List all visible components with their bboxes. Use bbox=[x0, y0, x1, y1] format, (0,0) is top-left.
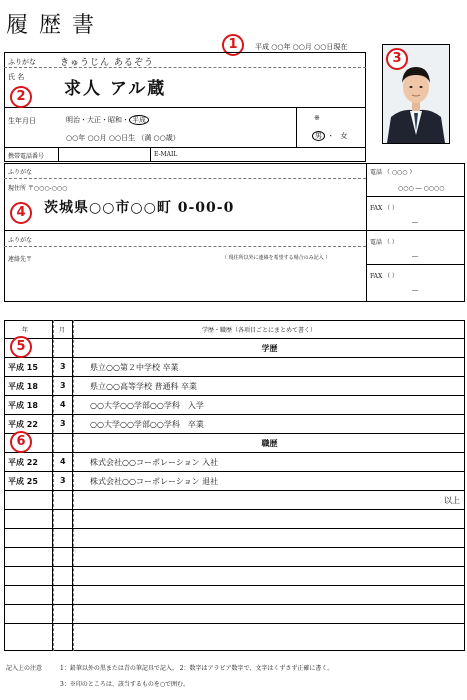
history-month: 4 bbox=[60, 457, 66, 466]
col-month-header: 月 bbox=[59, 327, 66, 334]
history-month: 4 bbox=[60, 400, 66, 409]
name-value: 求人 アル蔵 bbox=[64, 79, 167, 99]
phone-value: ○○○ ― ○○○○ bbox=[398, 185, 445, 192]
date-line: 平成 ○○年 ○○月 ○○日現在 bbox=[255, 43, 348, 51]
gender-sep: ・ bbox=[327, 132, 335, 140]
notes-line-1: 1：鉛筆以外の黒または青の筆記具で記入。 2：数字はアラビア数字で、文字はくずさず正確に書く。 bbox=[60, 665, 334, 672]
furigana-label: ふりがな bbox=[8, 58, 36, 66]
notes-line-2: 3：※印のところは、該当するものを○で囲む。 bbox=[60, 681, 190, 688]
contact-phone-value: ― bbox=[412, 253, 418, 260]
notes-label: 記入上の注意 bbox=[6, 665, 43, 672]
history-month: 3 bbox=[60, 476, 66, 485]
furigana-value: きゅうじん あるぞう bbox=[60, 58, 154, 68]
contact-note: （ 現住所以外に連絡を希望する場合のみ記入 ） bbox=[222, 255, 331, 261]
history-month: 3 bbox=[60, 419, 66, 428]
eras-text: 明治・大正・昭和・ bbox=[66, 116, 129, 124]
history-desc: 株式会社○○コーポレーション 退社 bbox=[90, 477, 219, 486]
history-month: 3 bbox=[60, 362, 66, 371]
col-desc-header: 学歴・職歴（各項目ごとにまとめて書く） bbox=[202, 327, 317, 334]
mobile-label: 携帯電話番号 bbox=[8, 153, 45, 160]
contact-label: 連絡先〒 bbox=[8, 256, 33, 263]
history-month: 3 bbox=[60, 381, 66, 390]
history-desc: 以上 bbox=[444, 496, 460, 505]
marker-1: 1 bbox=[222, 34, 244, 56]
marker-4: 4 bbox=[10, 202, 32, 224]
history-year: 平成 18 bbox=[8, 382, 38, 391]
era-selected: 平成 bbox=[129, 115, 149, 125]
history-desc: 職歴 bbox=[261, 439, 278, 448]
history-year: 平成 15 bbox=[8, 363, 38, 372]
marker-6: 6 bbox=[10, 431, 32, 453]
page-title: 履 歴 書 bbox=[6, 13, 96, 38]
phone-label: 電話 （ ○○○ ） bbox=[370, 169, 416, 176]
current-address-value: 茨城県○○市○○町 0-00-0 bbox=[44, 200, 235, 216]
marker-2: 2 bbox=[10, 86, 32, 108]
birth-eras bbox=[66, 115, 149, 125]
marker-5: 5 bbox=[10, 336, 32, 358]
fax-value: ― bbox=[412, 219, 418, 226]
fax-label: FAX （ ） bbox=[370, 205, 399, 212]
history-year: 平成 18 bbox=[8, 401, 38, 410]
history-year: 平成 25 bbox=[8, 477, 38, 486]
history-desc: ○○大学○○学部○○学科 入学 bbox=[90, 401, 204, 410]
birth-label: 生年月日 bbox=[8, 117, 36, 125]
gender-options bbox=[312, 131, 347, 141]
history-desc: 県立○○高等学校 普通科 卒業 bbox=[90, 382, 198, 391]
history-desc: 学歴 bbox=[261, 344, 278, 353]
gender-mark: ※ bbox=[314, 114, 320, 122]
marker-3: 3 bbox=[386, 48, 408, 70]
gender-female: 女 bbox=[340, 132, 348, 140]
current-address-label: 現住所 〒○○○-○○○ bbox=[8, 185, 68, 192]
birth-detail: ○○年 ○○月 ○○日生 （満 ○○歳） bbox=[66, 134, 180, 142]
history-desc: 県立○○第２中学校 卒業 bbox=[90, 363, 179, 372]
col-year-header: 年 bbox=[22, 327, 29, 334]
contact-fax-value: ― bbox=[412, 287, 418, 294]
history-desc: ○○大学○○学部○○学科 卒業 bbox=[90, 420, 204, 429]
history-desc: 株式会社○○コーポレーション 入社 bbox=[90, 458, 219, 467]
contact-fax-label: FAX （ ） bbox=[370, 273, 399, 280]
address-block bbox=[4, 163, 465, 302]
email-label: E-MAIL bbox=[154, 151, 178, 158]
history-year: 平成 22 bbox=[8, 420, 38, 429]
address-furigana-label: ふりがな bbox=[8, 169, 33, 176]
contact-furigana-label: ふりがな bbox=[8, 237, 33, 244]
name-label: 氏 名 bbox=[8, 73, 25, 81]
history-year: 平成 22 bbox=[8, 458, 38, 467]
contact-phone-label: 電話 （ ） bbox=[370, 239, 398, 246]
gender-male: 男 bbox=[312, 131, 325, 141]
